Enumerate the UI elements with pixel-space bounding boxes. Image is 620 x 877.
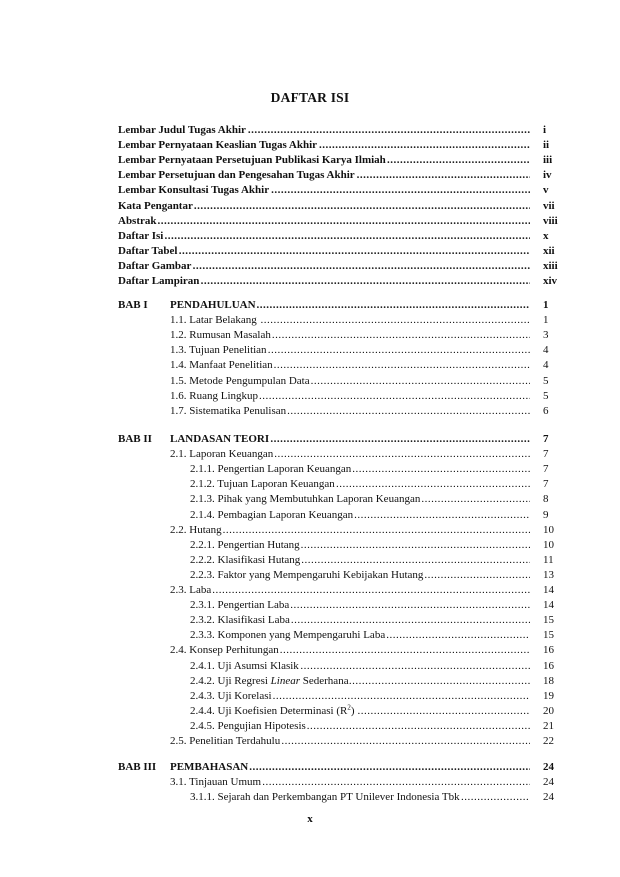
toc-front-matter-entry[interactable] xyxy=(0,168,620,183)
chapter-number: BAB III xyxy=(118,761,157,773)
toc-section-entry[interactable] xyxy=(0,374,620,389)
page-number: x xyxy=(307,813,313,825)
dot-leader xyxy=(272,328,530,343)
toc-subsection-entry[interactable] xyxy=(0,689,620,704)
dot-leader xyxy=(287,404,530,419)
toc-chapter-heading[interactable] xyxy=(0,298,620,313)
dot-leader xyxy=(387,153,530,168)
toc-page-number: 10 xyxy=(543,523,554,536)
chapter-number: BAB II xyxy=(118,433,152,445)
toc-page-number: 9 xyxy=(543,508,549,521)
dot-leader xyxy=(274,358,530,373)
toc-section-entry[interactable] xyxy=(0,404,620,419)
toc-section-entry[interactable] xyxy=(0,523,620,538)
toc-entry-label: 2.5. Penelitian Terdahulu xyxy=(170,735,281,747)
dot-leader xyxy=(165,229,530,244)
toc-page-number: 7 xyxy=(543,433,549,445)
toc-entry-label: 2.3.2. Klasifikasi Laba xyxy=(190,614,290,627)
toc-page-number: 13 xyxy=(543,568,554,581)
toc-entry-label: 2.2. Hutang xyxy=(170,523,222,536)
dot-leader xyxy=(301,553,530,568)
toc-subsection-entry[interactable] xyxy=(0,568,620,583)
toc-entry-label: Lembar Judul Tugas Akhir xyxy=(118,124,246,136)
toc-section-entry[interactable] xyxy=(0,643,620,658)
toc-subsection-entry[interactable] xyxy=(0,790,620,805)
toc-subsection-entry[interactable] xyxy=(0,613,620,628)
toc-page-number: 1 xyxy=(543,299,549,311)
dot-leader xyxy=(311,374,530,389)
dot-leader xyxy=(421,492,530,507)
dot-leader xyxy=(259,389,530,404)
toc-entry-label: 1.6. Ruang Lingkup xyxy=(170,389,258,402)
dot-leader xyxy=(301,538,530,553)
chapter-number: BAB I xyxy=(118,299,148,311)
toc-page-number: 24 xyxy=(543,791,554,804)
dot-leader xyxy=(271,183,530,198)
toc-page-number: x xyxy=(543,229,549,242)
toc-page-number: xii xyxy=(543,244,555,257)
dot-leader xyxy=(260,313,530,328)
toc-chapter-heading[interactable] xyxy=(0,432,620,447)
toc-entry-label: 2.3.1. Pengertian Laba xyxy=(190,599,290,612)
dot-leader xyxy=(193,259,530,274)
dot-leader xyxy=(291,613,530,628)
toc-front-matter-entry[interactable] xyxy=(0,183,620,198)
toc-subsection-entry[interactable] xyxy=(0,538,620,553)
toc-entry-label: Lembar Pernyataan Persetujuan Publikasi Karya Ilmiah xyxy=(118,154,386,167)
toc-page-number: 16 xyxy=(543,659,554,672)
toc-page-number: v xyxy=(543,184,549,197)
toc-front-matter-entry[interactable] xyxy=(0,274,620,289)
toc-page-number: 5 xyxy=(543,389,549,402)
toc-page-number: 7 xyxy=(543,478,549,491)
toc-page-number: 18 xyxy=(543,674,554,687)
toc-entry-label: 2.4. Konsep Perhitungan xyxy=(170,644,279,657)
toc-front-matter-entry[interactable] xyxy=(0,123,620,138)
toc-entry-label: Kata Pengantar xyxy=(118,199,193,212)
toc-page-number: 21 xyxy=(543,719,554,732)
toc-section-entry[interactable] xyxy=(0,389,620,404)
toc-entry-label: Daftar Gambar xyxy=(118,259,192,272)
toc-page-number: 11 xyxy=(543,553,554,566)
toc-subsection-entry[interactable] xyxy=(0,674,620,689)
toc-front-matter-entry[interactable] xyxy=(0,138,620,153)
dot-leader xyxy=(270,432,530,447)
chapter-title: PENDAHULUAN xyxy=(170,299,256,311)
toc-front-matter-entry[interactable] xyxy=(0,229,620,244)
toc-front-matter-entry[interactable] xyxy=(0,199,620,214)
toc-entry-label: 2.3.3. Komponen yang Mempengaruhi Laba xyxy=(190,629,386,642)
toc-page-number: 8 xyxy=(543,493,549,506)
dot-leader xyxy=(280,643,530,658)
toc-page-number: 7 xyxy=(543,463,549,476)
toc-front-matter-entry[interactable] xyxy=(0,153,620,168)
toc-subsection-entry[interactable] xyxy=(0,477,620,492)
dot-leader xyxy=(273,689,530,704)
toc-page-number: xiv xyxy=(543,275,558,287)
dot-leader xyxy=(386,628,530,643)
toc-entry-label: 3.1. Tinjauan Umum xyxy=(170,776,262,789)
toc-section-entry[interactable] xyxy=(0,775,620,790)
toc-subsection-entry[interactable] xyxy=(0,598,620,613)
toc-subsection-entry[interactable] xyxy=(0,508,620,523)
toc-page-number: vii xyxy=(543,199,555,212)
toc-page-number: 5 xyxy=(543,374,549,387)
toc-section-entry[interactable] xyxy=(0,313,620,328)
toc-subsection-entry[interactable] xyxy=(0,462,620,477)
toc-page-number: 24 xyxy=(543,761,554,773)
toc-entry-label: 1.7. Sistematika Penulisan xyxy=(170,404,287,417)
toc-page-number: ii xyxy=(543,139,550,152)
toc-entry-label: 2.2.2. Klasifikasi Hutang xyxy=(190,553,301,566)
dot-leader xyxy=(307,719,530,734)
toc-entry-label: 2.1.3. Pihak yang Membutuhkan Laporan Keuangan xyxy=(190,493,421,506)
toc-entry-label: 2.1.1. Pengertian Laporan Keuangan xyxy=(190,463,352,476)
toc-page-number: iii xyxy=(543,154,553,167)
chapter-title: LANDASAN TEORI xyxy=(170,433,270,445)
toc-subsection-entry[interactable] xyxy=(0,719,620,734)
dot-leader xyxy=(268,343,530,358)
toc-page-number: 4 xyxy=(543,344,549,357)
toc-page-number: 15 xyxy=(543,614,554,627)
toc-section-entry[interactable] xyxy=(0,583,620,598)
dot-leader xyxy=(336,477,530,492)
dot-leader xyxy=(262,775,530,790)
toc-entry-label: 3.1.1. Sejarah dan Perkembangan PT Unilever Indonesia Tbk xyxy=(190,791,460,804)
toc-page-number: 24 xyxy=(543,776,554,789)
toc-subsection-entry[interactable] xyxy=(0,704,620,719)
toc-subsection-entry[interactable] xyxy=(0,492,620,507)
dot-leader xyxy=(158,214,530,229)
toc-page-number: 6 xyxy=(543,404,549,417)
toc-entry-label: 1.1. Latar Belakang xyxy=(170,314,257,327)
toc-chapter-heading[interactable] xyxy=(0,760,620,775)
toc-page-number: 14 xyxy=(543,584,554,596)
toc-page-number: 20 xyxy=(543,704,554,717)
toc-page-number: xiii xyxy=(543,259,558,272)
toc-front-matter-entry[interactable] xyxy=(0,214,620,229)
dot-leader xyxy=(201,274,530,289)
toc-page-number: iv xyxy=(543,169,552,182)
toc-section-entry[interactable] xyxy=(0,328,620,343)
dot-leader xyxy=(281,734,530,749)
toc-entry-label: 2.4.5. Pengujian Hipotesis xyxy=(190,719,306,732)
toc-subsection-entry[interactable] xyxy=(0,628,620,643)
toc-entry-label: 2.4.2. Uji Regresi Linear Sederhana xyxy=(190,674,349,687)
toc-entry-label: Lembar Konsultasi Tugas Akhir xyxy=(118,184,270,197)
toc-entry-label: 2.3. Laba xyxy=(170,584,212,596)
toc-page-number: 16 xyxy=(543,644,554,657)
toc-entry-label: 2.4.3. Uji Korelasi xyxy=(190,689,272,702)
toc-entry-label: 1.4. Manfaat Penelitian xyxy=(170,359,273,372)
dot-leader xyxy=(194,199,530,214)
chapter-title: PEMBAHASAN xyxy=(170,761,249,773)
dot-leader xyxy=(212,583,530,598)
toc-entry-label: 2.1.2. Tujuan Laporan Keuangan xyxy=(190,478,335,491)
toc-entry-label: Daftar Isi xyxy=(118,229,164,242)
toc-entry-label: 1.3. Tujuan Penelitian xyxy=(170,344,267,357)
toc-page-number: 7 xyxy=(543,448,549,461)
toc-subsection-entry[interactable] xyxy=(0,659,620,674)
toc-entry-label: 2.1. Laporan Keuangan xyxy=(170,448,274,461)
dot-leader xyxy=(290,598,530,613)
dot-leader xyxy=(424,568,530,583)
toc-entry-label: Daftar Lampiran xyxy=(118,275,200,287)
dot-leader xyxy=(319,138,530,153)
dot-leader xyxy=(349,674,530,689)
dot-leader xyxy=(257,298,530,313)
page-title: DAFTAR ISI xyxy=(270,90,350,105)
dot-leader xyxy=(274,447,530,462)
toc-entry-label: Lembar Pernyataan Keaslian Tugas Akhir xyxy=(118,139,318,152)
dot-leader xyxy=(248,123,530,138)
toc-front-matter-entry[interactable] xyxy=(0,259,620,274)
toc-entry-label: 1.2. Rumusan Masalah xyxy=(170,329,271,342)
toc-entry-label: 2.2.1. Pengertian Hutang xyxy=(190,538,300,551)
dot-leader xyxy=(300,659,530,674)
toc-entry-label: Lembar Persetujuan dan Pengesahan Tugas Akhir xyxy=(118,169,355,182)
dot-leader xyxy=(354,508,530,523)
toc-page-number: 1 xyxy=(543,314,549,327)
toc-page-number: 10 xyxy=(543,538,554,551)
toc-section-entry[interactable] xyxy=(0,734,620,749)
toc-entry-label: Daftar Tabel xyxy=(118,244,178,257)
dot-leader xyxy=(223,523,530,538)
dot-leader xyxy=(357,168,530,183)
toc-entry-label: 2.2.3. Faktor yang Mempengaruhi Kebijakan Hutang xyxy=(190,568,424,581)
toc-subsection-entry[interactable] xyxy=(0,553,620,568)
toc-page-number: i xyxy=(543,124,547,136)
toc-page-number: 15 xyxy=(543,629,554,642)
toc-section-entry[interactable] xyxy=(0,358,620,373)
toc-entry-label: 2.1.4. Pembagian Laporan Keuangan xyxy=(190,508,354,521)
toc-page-number: 19 xyxy=(543,689,554,702)
toc-entry-label: 1.5. Metode Pengumpulan Data xyxy=(170,374,310,387)
toc-entry-label: Abstrak xyxy=(118,214,157,227)
toc-page-number: viii xyxy=(543,214,558,227)
toc-front-matter-entry[interactable] xyxy=(0,244,620,259)
toc-page-number: 3 xyxy=(543,329,549,342)
dot-leader xyxy=(352,462,530,477)
toc-section-entry[interactable] xyxy=(0,447,620,462)
dot-leader xyxy=(249,760,530,775)
dot-leader xyxy=(357,704,530,719)
dot-leader xyxy=(461,790,530,805)
toc-page-number: 4 xyxy=(543,359,549,372)
toc-page-number: 22 xyxy=(543,735,554,747)
toc-section-entry[interactable] xyxy=(0,343,620,358)
toc-entry-label: 2.4.1. Uji Asumsi Klasik xyxy=(190,659,299,672)
dot-leader xyxy=(179,244,530,259)
toc-entry-label: 2.4.4. Uji Koefisien Determinasi $(R^2)$ xyxy=(190,703,355,717)
toc-page-number: 14 xyxy=(543,599,554,612)
